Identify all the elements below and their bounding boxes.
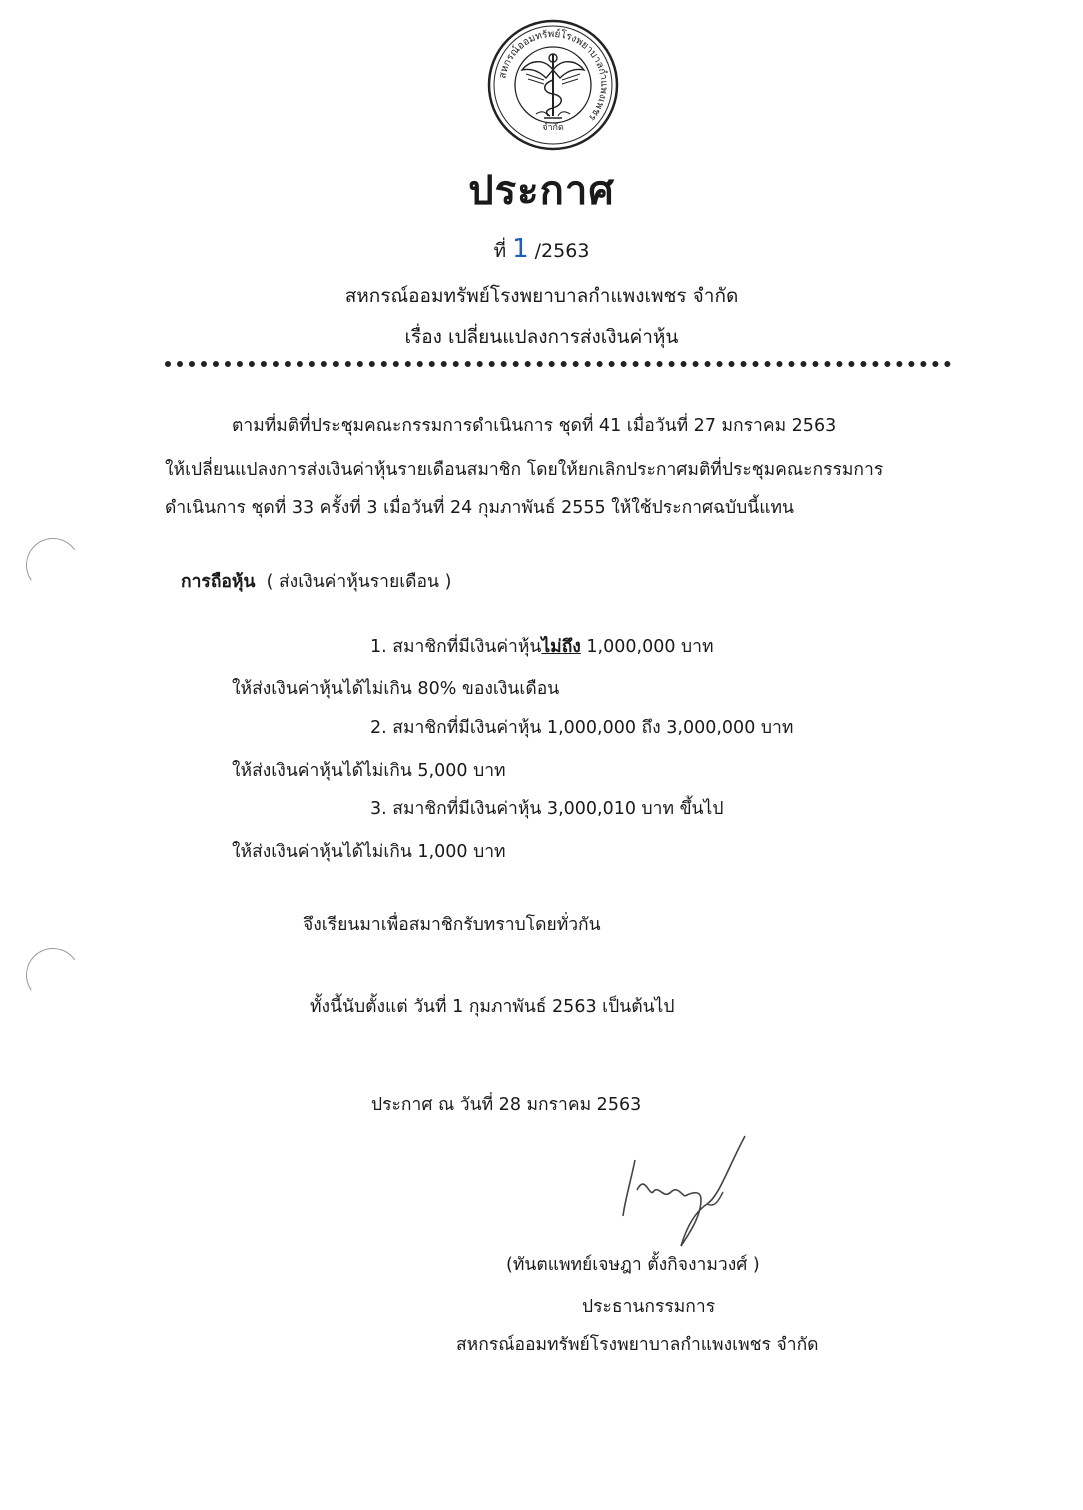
intro-line-3: ดำเนินการ ชุดที่ 33 ครั้งที่ 3 เมื่อวันที่ 24 กุมภาพันธ์ 2555 ให้ใช้ประกาศฉบับนี้แทน xyxy=(165,498,795,518)
signatory-organization: สหกรณ์ออมทรัพย์โรงพยาบาลกำแพงเพชร จำกัด xyxy=(456,1335,819,1355)
item-3-limit: ให้ส่งเงินค่าหุ้นได้ไม่เกิน 1,000 บาท xyxy=(232,842,506,862)
cooperative-seal-logo xyxy=(486,18,620,152)
item-1-text: 1. สมาชิกที่มีเงินค่าหุ้น xyxy=(370,637,542,657)
notice-text: จึงเรียนมาเพื่อสมาชิกรับทราบโดยทั่วกัน xyxy=(303,915,601,935)
number-suffix: /2563 xyxy=(534,240,590,262)
number-value: 1 xyxy=(512,234,529,264)
subject-line: เรื่อง เปลี่ยนแปลงการส่งเงินค่าหุ้น xyxy=(404,326,679,348)
signatory-position: ประธานกรรมการ xyxy=(582,1297,716,1317)
item-1-emphasis: ไม่ถึง xyxy=(541,637,581,657)
section-label: การถือหุ้น xyxy=(181,572,256,592)
section-heading xyxy=(181,567,451,595)
item-3-text: 3. สมาชิกที่มีเงินค่าหุ้น 3,000,010 บาท ขึ้นไป xyxy=(370,799,724,819)
effective-date: ทั้งนี้นับตั้งแต่ วันที่ 1 กุมภาพันธ์ 2563 เป็นต้นไป xyxy=(310,997,675,1017)
svg-text:สหกรณ์ออมทรัพย์โรงพยาบาลกำแพงเ: สหกรณ์ออมทรัพย์โรงพยาบาลกำแพงเพชร xyxy=(497,28,610,123)
announcement-number xyxy=(0,234,1083,266)
signature-scribble xyxy=(615,1130,760,1248)
announcement-title: ประกาศ xyxy=(468,168,615,214)
announced-date: ประกาศ ณ วันที่ 28 มกราคม 2563 xyxy=(371,1095,642,1115)
punch-hole-mark xyxy=(22,534,85,597)
section-note: ( ส่งเงินค่าหุ้นรายเดือน ) xyxy=(266,572,452,592)
signatory-name: (ทันตแพทย์เจษฎา ตั้งกิจงามวงศ์ ) xyxy=(506,1255,760,1275)
intro-line-2: ให้เปลี่ยนแปลงการส่งเงินค่าหุ้นรายเดือนสมาชิก โดยให้ยกเลิกประกาศมติที่ประชุมคณะกรรมการ xyxy=(165,460,884,480)
organization-name: สหกรณ์ออมทรัพย์โรงพยาบาลกำแพงเพชร จำกัด xyxy=(344,285,739,307)
punch-hole-mark xyxy=(22,944,85,1007)
item-2-text: 2. สมาชิกที่มีเงินค่าหุ้น 1,000,000 ถึง 3,000,000 บาท xyxy=(370,718,794,738)
item-2-limit: ให้ส่งเงินค่าหุ้นได้ไม่เกิน 5,000 บาท xyxy=(232,761,506,781)
list-item xyxy=(370,632,714,660)
number-prefix: ที่ xyxy=(493,240,507,262)
item-1-limit: ให้ส่งเงินค่าหุ้นได้ไม่เกิน 80% ของเงินเดือน xyxy=(232,679,560,699)
svg-text:จำกัด: จำกัด xyxy=(542,123,564,133)
dotted-divider xyxy=(165,361,951,367)
item-1-amount: 1,000,000 บาท xyxy=(580,637,714,657)
intro-line-1: ตามที่มติที่ประชุมคณะกรรมการดำเนินการ ชุดที่ 41 เมื่อวันที่ 27 มกราคม 2563 xyxy=(232,416,837,436)
